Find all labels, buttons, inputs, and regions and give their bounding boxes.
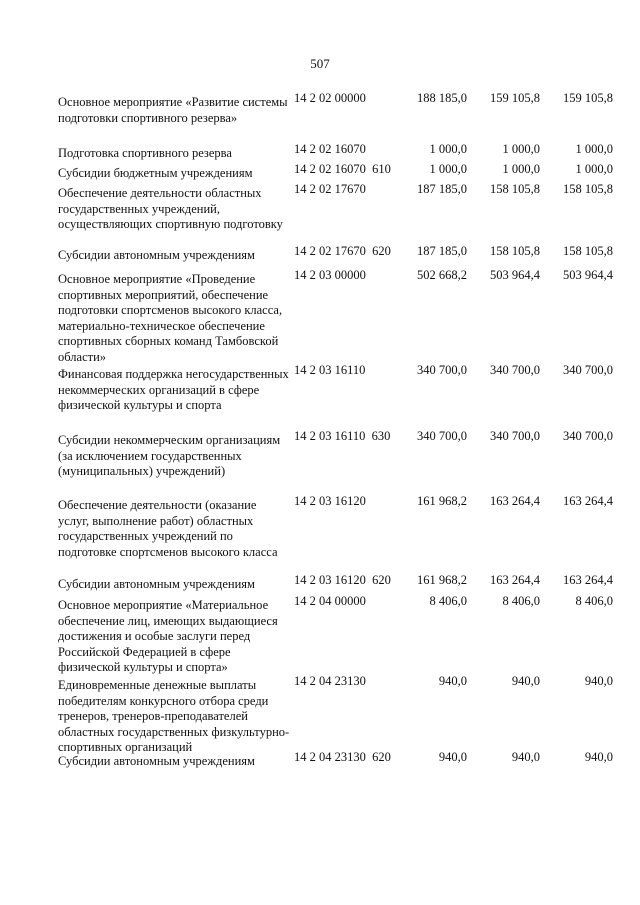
row-code: 14 2 03 16110 630 — [294, 429, 391, 443]
row-code: 14 2 03 16120 620 — [294, 573, 391, 587]
row-code: 14 2 03 16110 — [294, 363, 366, 377]
budget-table — [0, 91, 640, 772]
value-col-3: 8 406,0 — [575, 594, 613, 608]
row-name: Субсидии автономным учреждениям — [58, 754, 255, 768]
table-row — [0, 750, 640, 772]
table-row — [0, 494, 640, 573]
value-col-3: 163 264,4 — [563, 494, 613, 508]
row-code: 14 2 02 17670 620 — [294, 244, 391, 258]
value-col-1: 187 185,0 — [417, 244, 467, 258]
row-code: 14 2 03 00000 — [294, 268, 366, 282]
table-row — [0, 594, 640, 674]
value-col-2: 940,0 — [511, 674, 540, 688]
value-col-2: 159 105,8 — [490, 91, 540, 105]
value-col-1: 1 000,0 — [429, 142, 467, 156]
value-col-1: 940,0 — [438, 750, 467, 764]
value-col-1: 502 668,2 — [417, 268, 467, 282]
row-name: Субсидии некоммерческим организациям (за исключением государственных (муниципальных) учреждений) — [58, 433, 281, 478]
row-name: Субсидии автономным учреждениям — [58, 248, 255, 262]
value-col-2: 158 105,8 — [490, 244, 540, 258]
value-col-3: 340 700,0 — [563, 363, 613, 377]
value-col-1: 161 968,2 — [417, 573, 467, 587]
value-col-2: 163 264,4 — [490, 573, 540, 587]
table-row — [0, 363, 640, 429]
row-name: Обеспечение деятельности (оказание услуг, выполнение работ) областных государственных учреждений по подготовке спортсменов высокого класса — [58, 498, 278, 559]
value-col-1: 340 700,0 — [417, 429, 467, 443]
table-row — [0, 91, 640, 142]
row-name: Субсидии автономным учреждениям — [58, 577, 255, 591]
table-row — [0, 573, 640, 594]
value-col-1: 188 185,0 — [417, 91, 467, 105]
value-col-3: 158 105,8 — [563, 244, 613, 258]
row-code: 14 2 02 17670 — [294, 182, 366, 196]
row-code: 14 2 02 16070 610 — [294, 162, 391, 176]
value-col-3: 1 000,0 — [575, 142, 613, 156]
value-col-3: 1 000,0 — [575, 162, 613, 176]
value-col-1: 8 406,0 — [429, 594, 467, 608]
row-name: Единовременные денежные выплаты победителям конкурсного отбора среди тренеров, тренеров-преподавателей областных государственных физкультурно-спортивных организаций — [58, 678, 290, 754]
value-col-3: 940,0 — [584, 674, 613, 688]
table-row — [0, 162, 640, 182]
table-row — [0, 142, 640, 162]
value-col-1: 340 700,0 — [417, 363, 467, 377]
value-col-2: 940,0 — [511, 750, 540, 764]
row-code: 14 2 04 23130 620 — [294, 750, 391, 764]
table-row — [0, 674, 640, 754]
value-col-2: 8 406,0 — [502, 594, 540, 608]
value-col-3: 163 264,4 — [563, 573, 613, 587]
table-row — [0, 182, 640, 244]
row-name: Субсидии бюджетным учреждениям — [58, 166, 253, 180]
row-code: 14 2 04 23130 — [294, 674, 366, 688]
value-col-3: 159 105,8 — [563, 91, 613, 105]
page-number: 507 — [310, 56, 330, 71]
row-name: Обеспечение деятельности областных государственных учреждений, осуществляющих спортивную подготовку — [58, 186, 283, 231]
value-col-1: 1 000,0 — [429, 162, 467, 176]
value-col-3: 503 964,4 — [563, 268, 613, 282]
table-row — [0, 429, 640, 494]
value-col-1: 940,0 — [438, 674, 467, 688]
table-row — [0, 268, 640, 363]
value-col-2: 1 000,0 — [502, 162, 540, 176]
row-name: Основное мероприятие «Проведение спортивных мероприятий, обеспечение подготовки спортсменов высокого класса, материально-техническое обеспечение спортивных сборных команд Тамбовской области» — [58, 272, 283, 364]
row-name: Подготовка спортивного резерва — [58, 146, 232, 160]
row-name: Основное мероприятие «Материальное обеспечение лиц, имеющих выдающиеся достижения и особые заслуги перед Российской Федерацией в сфере физической культуры и спорта» — [58, 598, 278, 674]
value-col-2: 158 105,8 — [490, 182, 540, 196]
value-col-2: 340 700,0 — [490, 363, 540, 377]
value-col-2: 340 700,0 — [490, 429, 540, 443]
value-col-3: 158 105,8 — [563, 182, 613, 196]
value-col-1: 187 185,0 — [417, 182, 467, 196]
value-col-2: 1 000,0 — [502, 142, 540, 156]
value-col-2: 503 964,4 — [490, 268, 540, 282]
row-name: Основное мероприятие «Развитие системы подготовки спортивного резерва» — [58, 95, 288, 125]
row-code: 14 2 03 16120 — [294, 494, 366, 508]
value-col-2: 163 264,4 — [490, 494, 540, 508]
table-row — [0, 244, 640, 268]
value-col-3: 940,0 — [584, 750, 613, 764]
row-name: Финансовая поддержка негосударственных некоммерческих организаций в сфере физической культуры и спорта — [58, 367, 289, 412]
row-code: 14 2 02 16070 — [294, 142, 366, 156]
row-code: 14 2 04 00000 — [294, 594, 366, 608]
value-col-1: 161 968,2 — [417, 494, 467, 508]
value-col-3: 340 700,0 — [563, 429, 613, 443]
row-code: 14 2 02 00000 — [294, 91, 366, 105]
